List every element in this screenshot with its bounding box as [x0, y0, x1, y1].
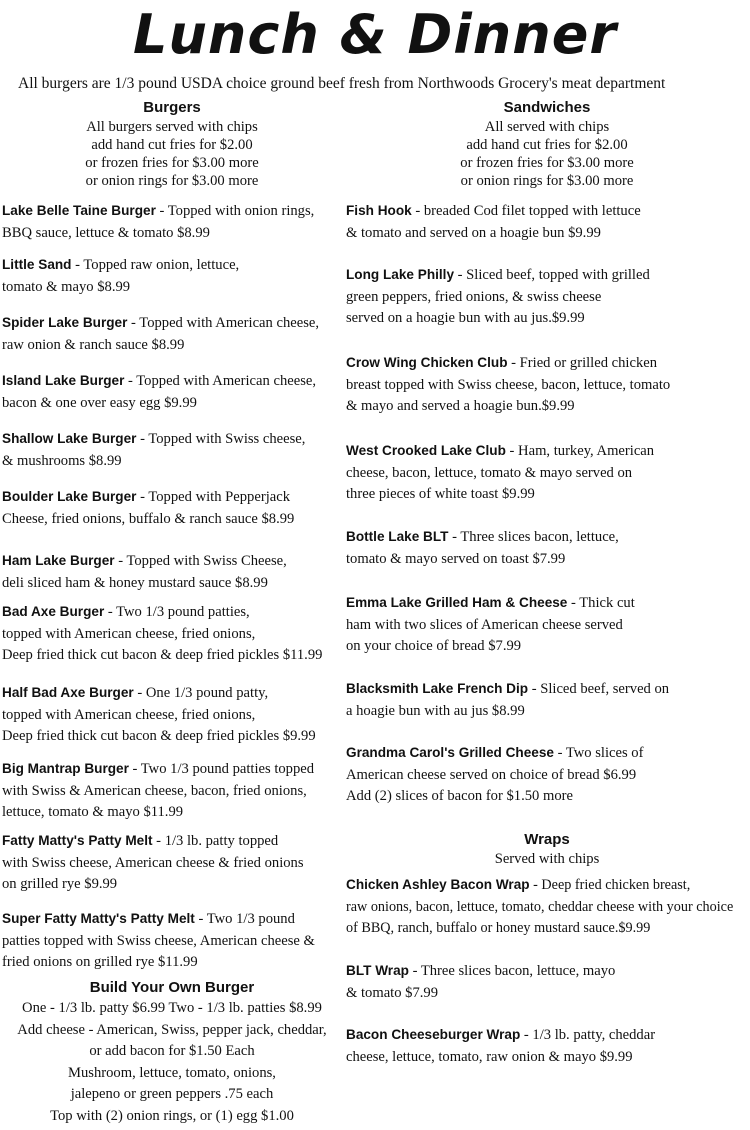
- menu-item: [2, 254, 342, 298]
- item-description: - Topped with Swiss cheese, & mushrooms $8.99: [2, 431, 306, 469]
- item-description: - Fried or grilled chicken breast topped with Swiss cheese, bacon, lettuce, tomato & mayo and served a hoagie bun.$9.99: [346, 355, 671, 414]
- wraps-section: [346, 830, 748, 868]
- item-name: Super Fatty Matty's Patty Melt: [2, 911, 195, 926]
- item-name: Little Sand: [2, 257, 72, 272]
- item-description: - Topped with Swiss Cheese, deli sliced ham & honey mustard sauce $8.99: [2, 553, 287, 591]
- menu-item: [2, 758, 342, 824]
- burgers-note-3: or frozen fries for $3.00 more: [85, 155, 259, 171]
- item-name: BLT Wrap: [346, 963, 409, 978]
- item-name: Blacksmith Lake French Dip: [346, 681, 529, 696]
- burgers-column: [2, 98, 342, 1128]
- item-name: Grandma Carol's Grilled Cheese: [346, 745, 554, 760]
- item-description: - 1/3 lb. patty topped with Swiss cheese, American cheese & fried onions on grilled rye $9.99: [2, 833, 304, 892]
- item-description: - Thick cut ham with two slices of American cheese served on your choice of bread $7.99: [346, 595, 635, 654]
- item-name: Lake Belle Taine Burger: [2, 203, 156, 218]
- item-name: Crow Wing Chicken Club: [346, 355, 508, 370]
- menu-item: [2, 370, 342, 414]
- sandwiches-heading: Sandwiches: [503, 99, 591, 116]
- item-name: Island Lake Burger: [2, 373, 125, 388]
- item-name: Long Lake Philly: [346, 267, 455, 282]
- burgers-note-1: All burgers served with chips: [86, 119, 258, 135]
- item-name: Big Mantrap Burger: [2, 761, 129, 776]
- item-name: Chicken Ashley Bacon Wrap: [346, 877, 530, 892]
- item-description: - Deep fried chicken breast, raw onions, bacon, lettuce, tomato, cheddar cheese with your choice of BBQ, ranch, buffalo or honey mustard sauce.$9.99: [346, 877, 734, 936]
- menu-item: [346, 592, 748, 658]
- menu-item: [2, 550, 342, 594]
- page-title: Lunch & Dinner: [133, 3, 617, 66]
- item-description: - Two 1/3 pound patties topped with Swiss & American cheese, bacon, fried onions, lettuce, tomato & mayo $11.99: [2, 761, 315, 820]
- item-name: Boulder Lake Burger: [2, 489, 137, 504]
- menu-item: [346, 526, 748, 570]
- build-your-own-text: One - 1/3 lb. patty $6.99 Two - 1/3 lb. patties $8.99 Add cheese - American, Swiss, pepper jack, cheddar, or add bacon for $1.50 Each Mushroom, lettuce, tomato, onions, jalepeno or green peppers .75 each Top with (2) onion rings, or (1) egg $1.00: [17, 1000, 327, 1124]
- burgers-note-4: or onion rings for $3.00 more: [85, 173, 259, 189]
- item-description: - Three slices bacon, lettuce, mayo & tomato $7.99: [346, 963, 616, 1001]
- item-name: Fatty Matty's Patty Melt: [2, 833, 153, 848]
- item-name: West Crooked Lake Club: [346, 443, 506, 458]
- menu-item: [346, 1024, 748, 1068]
- menu-item: [2, 486, 342, 530]
- menu-item: [346, 874, 748, 940]
- burgers-heading: Burgers: [143, 99, 201, 116]
- item-description: - Topped with Pepperjack Cheese, fried onions, buffalo & ranch sauce $8.99: [2, 489, 295, 527]
- item-description: - Two 1/3 pound patties, topped with American cheese, fried onions, Deep fried thick cut bacon & deep fried pickles $11.99: [2, 604, 323, 663]
- menu-item: [2, 601, 342, 667]
- item-name: Spider Lake Burger: [2, 315, 128, 330]
- menu-item: [2, 200, 342, 244]
- sandwiches-note-4: or onion rings for $3.00 more: [460, 173, 634, 189]
- item-description: - Topped with onion rings, BBQ sauce, lettuce & tomato $8.99: [2, 203, 315, 241]
- menu-item: [2, 830, 342, 896]
- item-description: - breaded Cod filet topped with lettuce & tomato and served on a hoagie bun $9.99: [346, 203, 641, 241]
- item-description: - Two 1/3 pound patties topped with Swiss cheese, American cheese & fried onions on grilled rye $11.99: [2, 911, 315, 970]
- sandwiches-column: [346, 98, 748, 1128]
- item-name: Half Bad Axe Burger: [2, 685, 134, 700]
- item-description: - 1/3 lb. patty, cheddar cheese, lettuce, tomato, raw onion & mayo $9.99: [346, 1027, 656, 1065]
- item-description: - Topped with American cheese, raw onion & ranch sauce $8.99: [2, 315, 320, 353]
- sandwiches-note-3: or frozen fries for $3.00 more: [460, 155, 634, 171]
- menu-item: [2, 428, 342, 472]
- menu-item: [346, 200, 748, 244]
- item-description: - Topped raw onion, lettuce, tomato & mayo $8.99: [2, 257, 240, 295]
- item-description: - Two slices of American cheese served on choice of bread $6.99 Add (2) slices of bacon for $1.50 more: [346, 745, 644, 804]
- sandwiches-note-1: All served with chips: [484, 119, 610, 135]
- build-your-own-heading: Build Your Own Burger: [89, 979, 255, 996]
- item-description: - Topped with American cheese, bacon & one over easy egg $9.99: [2, 373, 316, 411]
- menu-item: [346, 264, 748, 330]
- item-name: Bacon Cheeseburger Wrap: [346, 1027, 521, 1042]
- menu-item: [346, 960, 748, 1004]
- intro-text: All burgers are 1/3 pound USDA choice ground beef fresh from Northwoods Grocery's meat department: [18, 75, 666, 92]
- item-name: Emma Lake Grilled Ham & Cheese: [346, 595, 568, 610]
- wraps-note: Served with chips: [494, 851, 600, 867]
- menu-item: [2, 312, 342, 356]
- wraps-heading: Wraps: [524, 831, 570, 848]
- menu-item: [346, 352, 748, 418]
- item-description: - Ham, turkey, American cheese, bacon, lettuce, tomato & mayo served on three pieces of white toast $9.99: [346, 443, 655, 502]
- sandwiches-note-2: add hand cut fries for $2.00: [466, 137, 628, 153]
- item-name: Bad Axe Burger: [2, 604, 105, 619]
- menu-item: [346, 678, 748, 722]
- item-description: - Three slices bacon, lettuce, tomato & mayo served on toast $7.99: [346, 529, 619, 567]
- burgers-note-2: add hand cut fries for $2.00: [91, 137, 253, 153]
- item-description: - Sliced beef, served on a hoagie bun with au jus $8.99: [346, 681, 670, 719]
- item-name: Shallow Lake Burger: [2, 431, 137, 446]
- menu-item: [2, 908, 342, 974]
- menu-item: [346, 742, 748, 808]
- item-description: - Sliced beef, topped with grilled green peppers, fried onions, & swiss cheese served on a hoagie bun with au jus.$9.99: [346, 267, 650, 326]
- item-name: Ham Lake Burger: [2, 553, 115, 568]
- item-description: - One 1/3 pound patty, topped with American cheese, fried onions, Deep fried thick cut bacon & deep fried pickles $9.99: [2, 685, 316, 744]
- menu-item: [346, 440, 748, 506]
- item-name: Fish Hook: [346, 203, 412, 218]
- build-your-own-section: [2, 978, 342, 1127]
- menu-item: [2, 682, 342, 748]
- item-name: Bottle Lake BLT: [346, 529, 449, 544]
